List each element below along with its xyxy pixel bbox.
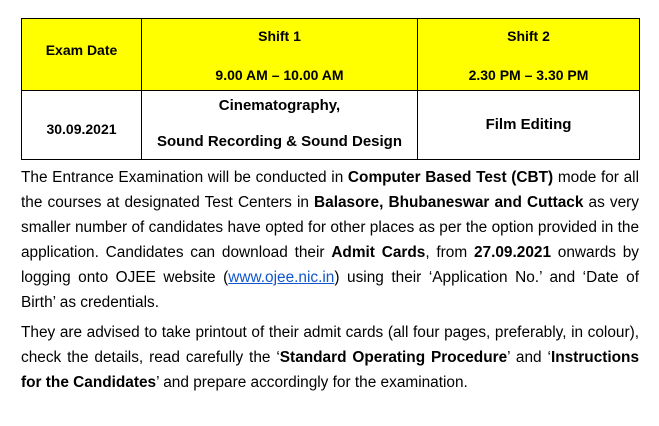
ojee-website-link[interactable]: www.ojee.nic.in — [228, 269, 335, 286]
row-shift2-cell — [418, 91, 640, 160]
p1-bold-centers: Balasore, Bhubaneswar and Cuttack — [314, 194, 584, 211]
header-shift2-title: Shift 2 — [507, 28, 550, 44]
row-shift1-line1: Cinematography, — [218, 97, 341, 114]
p2-bold-instructions: Instructions for the Candidates — [21, 349, 640, 391]
info-paragraph-1 — [21, 165, 639, 315]
p1-text-3: as very smaller number of candidates have opted for other places as per the option provided in the application. Candidates can download their — [21, 194, 639, 261]
header-shift1-time: 9.00 AM – 10.00 AM — [215, 67, 344, 83]
p1-text-6: ) using their ‘Application No.’ and ‘Date of Birth’ as credentials. — [21, 269, 639, 311]
p2-text-2: ’ and ‘ — [507, 349, 551, 366]
p1-text-1: The Entrance Examination will be conducted in — [21, 169, 348, 186]
p2-text-1: They are advised to take printout of their admit cards (all four pages, preferably, in colour), check the details, read carefully the ‘ — [21, 324, 639, 366]
header-shift1-title: Shift 1 — [258, 28, 301, 44]
p1-text-5: onwards by logging onto OJEE website ( — [21, 244, 639, 286]
header-shift2-time: 2.30 PM – 3.30 PM — [468, 67, 589, 83]
row-shift1-line2: Sound Recording & Sound Design — [157, 133, 402, 150]
p1-text-2: mode for all the courses at designated Test Centers in — [21, 169, 639, 211]
exam-schedule-table — [21, 18, 640, 160]
row-date: 30.09.2021 — [46, 121, 117, 137]
header-exam-date-cell — [22, 19, 142, 91]
header-shift1-cell — [142, 19, 418, 91]
header-exam-date: Exam Date — [45, 42, 118, 58]
table-header-row — [22, 19, 640, 91]
row-date-cell — [22, 91, 142, 160]
header-shift2-cell — [418, 19, 640, 91]
table-row — [22, 91, 640, 160]
row-shift2: Film Editing — [485, 116, 572, 133]
p1-bold-date: 27.09.2021 — [473, 244, 551, 261]
p1-bold-cbt: Computer Based Test (CBT) — [347, 169, 554, 186]
p2-text-3: ’ and prepare accordingly for the examination. — [156, 374, 468, 391]
p1-text-4: , from — [425, 244, 474, 261]
info-paragraph-2 — [21, 320, 639, 395]
p2-bold-sop: Standard Operating Procedure — [279, 349, 508, 366]
p1-bold-admit-cards: Admit Cards — [331, 244, 426, 261]
row-shift1-cell — [142, 91, 418, 160]
